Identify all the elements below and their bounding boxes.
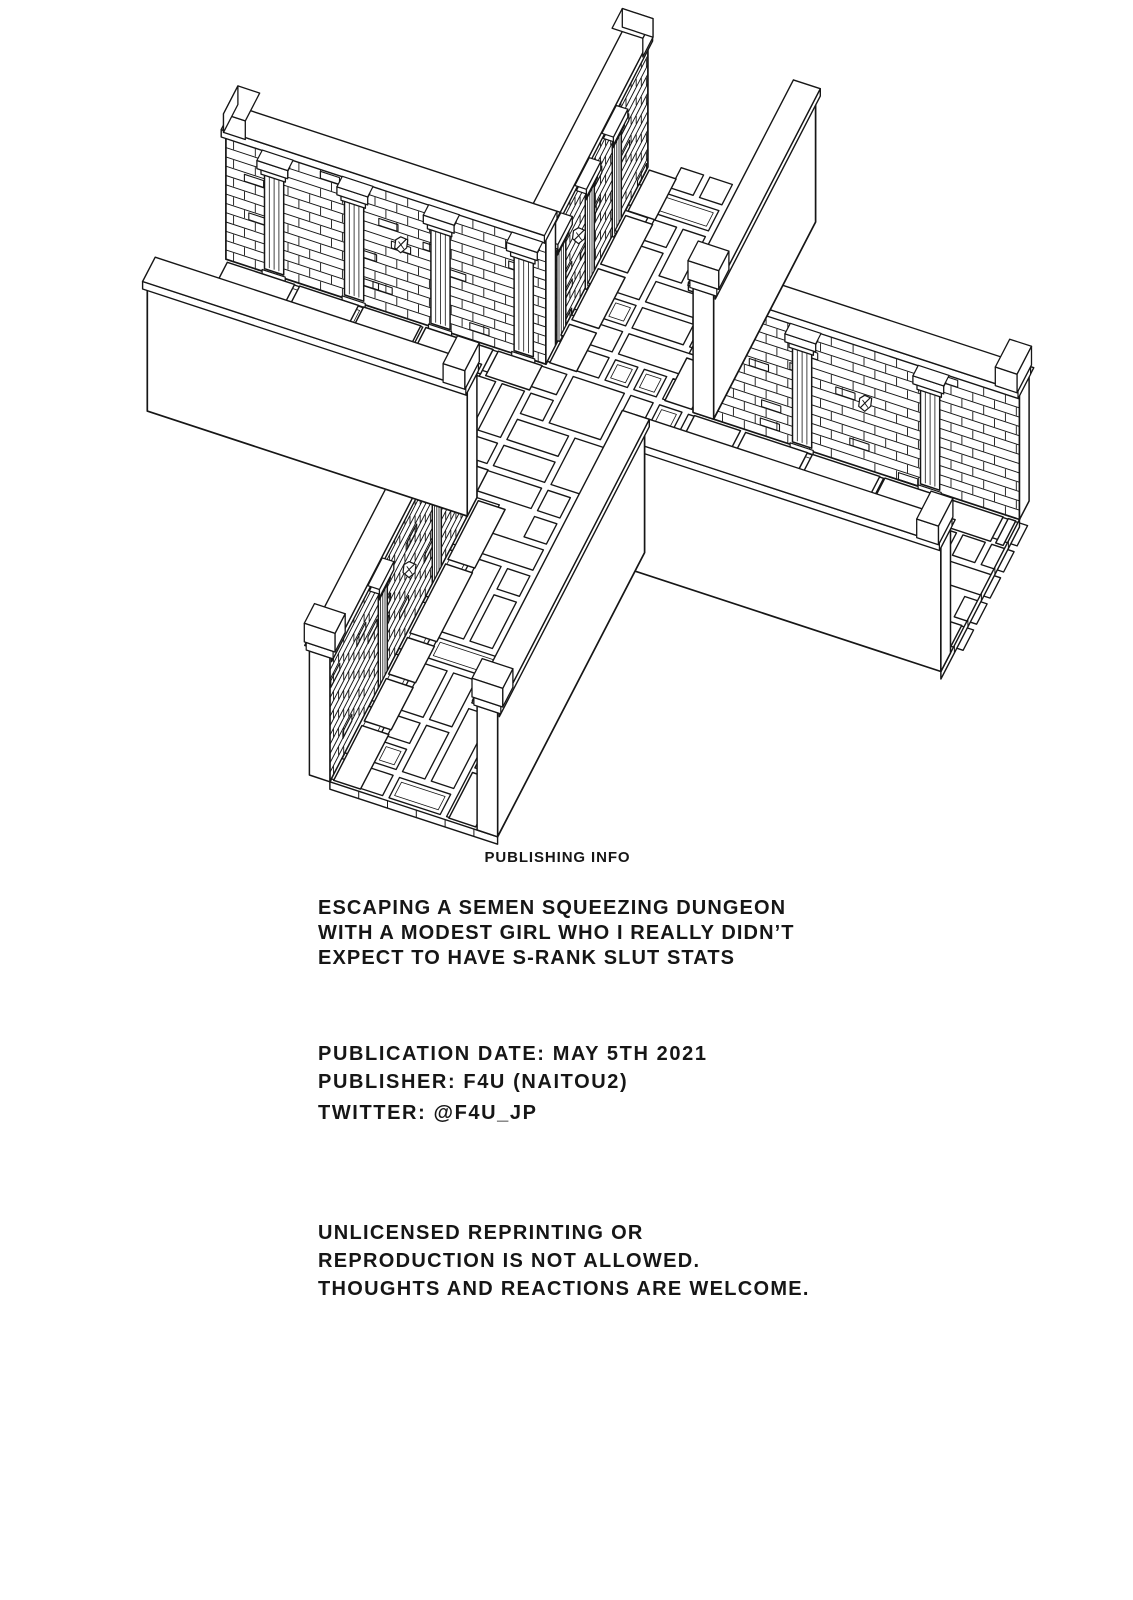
doujin-title [318, 896, 795, 971]
publisher-line: PUBLISHER: F4U (NAITOU2) [318, 1071, 629, 1093]
title-line: WITH A MODEST GIRL WHO I REALLY DIDN’T [318, 922, 795, 944]
notice-line: THOUGHTS AND REACTIONS ARE WELCOME. [318, 1278, 810, 1300]
publication-info [318, 1040, 708, 1127]
publishing-info-caption: PUBLISHING INFO [484, 849, 631, 866]
notice-line: REPRODUCTION IS NOT ALLOWED. [318, 1250, 701, 1272]
reprint-notice [318, 1219, 810, 1303]
publication-date-line: PUBLICATION DATE: MAY 5TH 2021 [318, 1043, 708, 1065]
title-line: EXPECT TO HAVE S-RANK SLUT STATS [318, 947, 736, 969]
twitter-line: TWITTER: @F4U_JP [318, 1102, 538, 1124]
title-line: ESCAPING A SEMEN SQUEEZING DUNGEON [318, 897, 787, 919]
notice-line: UNLICENSED REPRINTING OR [318, 1222, 644, 1244]
